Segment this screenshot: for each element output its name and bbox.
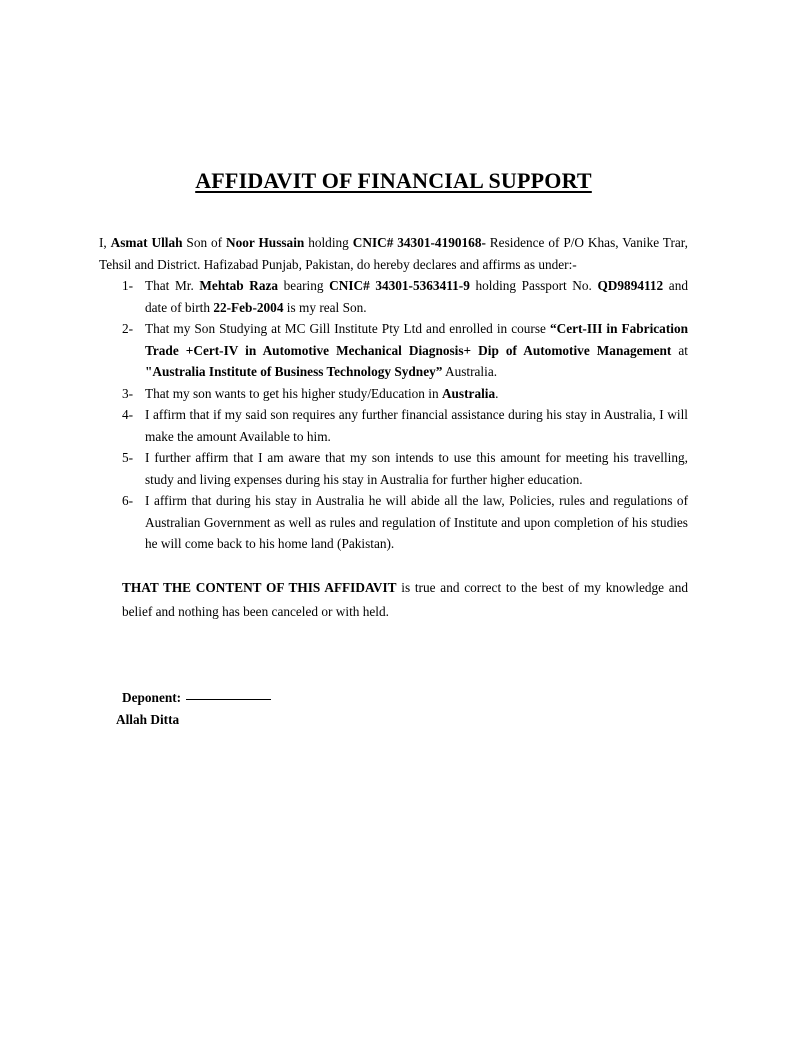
list-item-marker: 6- — [122, 493, 134, 509]
list-item — [99, 447, 688, 490]
plain-text: Australia. — [442, 364, 498, 380]
emphasis-text: QD9894112 — [597, 278, 664, 294]
plain-text: is my real Son. — [283, 299, 367, 315]
list-item-marker: 5- — [122, 450, 134, 466]
closing-statement — [99, 576, 688, 624]
plain-text: at — [671, 342, 688, 358]
plain-text: I further affirm that I am aware that my son intends to use this amount for meeting his travelling, study and living expenses during his stay in Australia for further higher education. — [145, 450, 688, 487]
plain-text: That my Son Studying at MC Gill Institute Pty Ltd and enrolled in course — [145, 321, 550, 337]
list-item-text — [145, 407, 688, 444]
list-item-text — [145, 493, 688, 551]
list-item-text — [145, 321, 688, 379]
list-item-marker: 3- — [122, 385, 134, 401]
father-name-inline: Noor Hussain — [226, 235, 305, 251]
list-item-marker: 1- — [122, 278, 134, 294]
page-title-text: AFFIDAVIT OF FINANCIAL SUPPORT — [195, 168, 592, 193]
deponent-name-inline: Asmat Ullah — [110, 235, 183, 251]
page-title — [99, 168, 688, 194]
plain-text: That my son wants to get his higher study/Education in — [145, 385, 442, 401]
document-content — [99, 168, 688, 731]
plain-text: holding Passport No. — [469, 278, 598, 294]
signature-block — [99, 687, 688, 731]
emphasis-text: Mehtab Raza — [199, 278, 279, 294]
list-item — [99, 383, 688, 405]
plain-text: I affirm that if my said son requires any further financial assistance during his stay in Australia, I will make the amount Available to him. — [145, 407, 688, 444]
list-item — [99, 490, 688, 555]
deponent-label: Deponent: — [122, 689, 182, 705]
signature-line[interactable] — [186, 688, 271, 700]
deponent-row — [122, 690, 271, 705]
lead-text-3: holding — [304, 235, 353, 251]
emphasis-text: “Cert-III in Fabrication Trade +Cert-IV in Automotive Mechanical Diagnosis+ Dip of Automotive Management — [145, 321, 688, 358]
lead-text-2: Son of — [182, 235, 226, 251]
signer-name: Allah Ditta — [116, 711, 180, 727]
plain-text: . — [495, 385, 499, 401]
plain-text: bearing — [278, 278, 330, 294]
lead-text-1: I, — [99, 235, 111, 251]
plain-text: That Mr. — [145, 278, 200, 294]
emphasis-text: "Australia Institute of Business Technology Sydney” — [145, 364, 443, 380]
plain-text: and date of birth — [145, 278, 688, 315]
list-item — [99, 404, 688, 447]
closing-rest: is true and correct to the best of my knowledge and belief and nothing has been canceled or with held. — [122, 579, 688, 619]
list-item-text — [145, 278, 688, 315]
emphasis-text: Australia — [441, 385, 496, 401]
list-item-text — [145, 386, 498, 401]
claims-list — [99, 275, 688, 555]
closing-bold-lead: THAT THE CONTENT OF THIS AFFIDAVIT — [122, 579, 397, 595]
emphasis-text: 22-Feb-2004 — [213, 299, 284, 315]
list-item-marker: 4- — [122, 407, 134, 423]
list-item — [99, 275, 688, 318]
plain-text: I affirm that during his stay in Australia he will abide all the law, Policies, rules and regulations of Australian Government as well as rules and regulation of Institute and upon completion of his studies he will come back to his home land (Pakistan). — [145, 493, 688, 552]
list-item — [99, 318, 688, 383]
emphasis-text: CNIC# 34301-5363411-9 — [329, 278, 470, 294]
list-item-text — [145, 450, 688, 487]
list-item-marker: 2- — [122, 321, 134, 337]
lead-paragraph — [99, 232, 688, 275]
lead-text-4: Residence of P/O Khas, Vanike Trar, Tehsil and District. Hafizabad Punjab, Pakistan, do hereby declares and affirms as under:- — [99, 235, 689, 272]
deponent-cnic: CNIC# 34301-4190168- — [352, 235, 486, 251]
